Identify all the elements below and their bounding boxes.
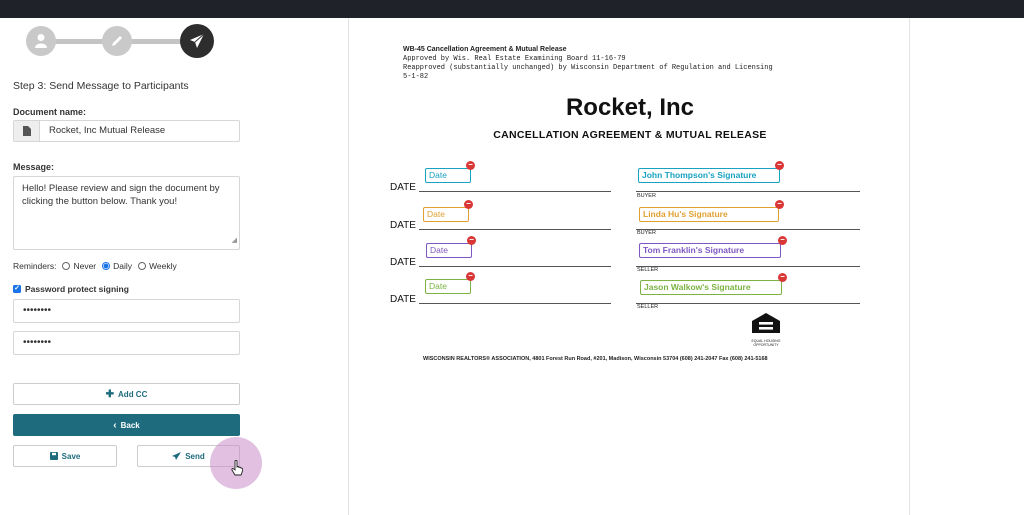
password-protect-checkbox[interactable]: ✓ [14, 285, 20, 292]
signer-role: BUYER [637, 193, 656, 199]
date-line [419, 191, 611, 192]
document-header [403, 45, 773, 82]
date-label: DATE [390, 257, 416, 268]
remove-icon[interactable]: − [778, 273, 787, 282]
reminder-daily-label: Daily [113, 261, 133, 271]
header-line: WB-45 Cancellation Agreement & Mutual Release [403, 46, 567, 53]
remove-icon[interactable]: − [464, 200, 473, 209]
save-label: Save [61, 451, 81, 461]
header-line: Approved by Wis. Real Estate Examining Board 11-16-79 [403, 55, 626, 63]
paper-plane-icon [172, 452, 181, 460]
header-line: 5-1-82 [403, 73, 429, 81]
eho-caption: EQUAL HOUSING OPPORTUNITY [751, 339, 781, 347]
right-margin [910, 18, 1024, 515]
step-3[interactable] [180, 24, 214, 58]
date-label: DATE [390, 294, 416, 305]
date-label: DATE [390, 182, 416, 193]
file-icon [14, 121, 40, 141]
document-title: Rocket, Inc [565, 94, 695, 121]
document-preview [348, 18, 910, 515]
document-name-label: Document name: [13, 107, 87, 117]
password-protect-label: Password protect signing [25, 284, 129, 294]
signature-field[interactable]: Tom Franklin's Signature [639, 243, 781, 258]
signature-field[interactable]: John Thompson's Signature [638, 168, 780, 183]
pencil-icon [110, 34, 124, 48]
floppy-disk-icon [50, 452, 58, 460]
chevron-left-icon: ‹ [113, 419, 117, 431]
add-cc-button[interactable] [13, 383, 240, 405]
date-field[interactable]: Date [426, 243, 472, 258]
remove-icon[interactable]: − [467, 236, 476, 245]
signer-role: SELLER [637, 304, 659, 310]
signer-role: SELLER [637, 267, 659, 273]
remove-icon[interactable]: − [775, 200, 784, 209]
document-footer: WISCONSIN REALTORS® ASSOCIATION, 4801 Forest Run Road, #201, Madison, Wisconsin 53704 (608) 241-2047 Fax (608) 241-5168 [423, 356, 768, 362]
step-2[interactable] [102, 26, 132, 56]
password-field[interactable]: •••••••• [13, 299, 240, 323]
signature-line [636, 229, 860, 230]
save-button[interactable] [13, 445, 117, 467]
password-protect-row [13, 284, 129, 294]
add-cc-label: Add CC [118, 389, 148, 399]
password-confirm-field[interactable]: •••••••• [13, 331, 240, 355]
reminder-never-label: Never [73, 261, 97, 271]
document-name-field[interactable] [13, 120, 240, 142]
remove-icon[interactable]: − [466, 272, 475, 281]
reminder-daily-radio[interactable] [102, 262, 110, 270]
document-subtitle: CANCELLATION AGREEMENT & MUTUAL RELEASE [493, 129, 767, 141]
signature-line [636, 191, 860, 192]
reminder-weekly-radio[interactable] [138, 262, 146, 270]
wizard-steps [26, 26, 216, 60]
reminder-weekly-label: Weekly [149, 261, 177, 271]
date-line [419, 303, 611, 304]
date-line [419, 229, 611, 230]
signature-field[interactable]: Jason Walkow's Signature [640, 280, 782, 295]
top-bar [0, 0, 1024, 18]
remove-icon[interactable]: − [775, 161, 784, 170]
equal-housing-logo [751, 312, 781, 347]
step-title: Step 3: Send Message to Participants [13, 80, 189, 92]
back-label: Back [120, 420, 140, 430]
paper-plane-icon [189, 33, 205, 49]
send-label: Send [185, 451, 205, 461]
date-line [419, 266, 611, 267]
back-button[interactable] [13, 414, 240, 436]
resize-grip-icon[interactable]: ◢ [231, 237, 237, 244]
date-field[interactable]: Date [425, 168, 471, 183]
reminder-never-radio[interactable] [62, 262, 70, 270]
date-label: DATE [390, 220, 416, 231]
signature-line [636, 266, 860, 267]
signature-line [636, 303, 860, 304]
header-line: Reapproved (substantially unchanged) by Wisconsin Department of Regulation and Licensing [403, 64, 773, 72]
remove-icon[interactable]: − [778, 236, 787, 245]
reminders-label: Reminders: [13, 261, 57, 271]
hand-cursor-icon [231, 460, 243, 476]
message-label: Message: [13, 162, 55, 172]
message-value: Hello! Please review and sign the document by clicking the button below. Thank you! [22, 183, 220, 207]
reminders-group [13, 261, 177, 271]
remove-icon[interactable]: − [466, 161, 475, 170]
date-field[interactable]: Date [425, 279, 471, 294]
signature-field[interactable]: Linda Hu's Signature [639, 207, 779, 222]
message-textarea[interactable] [13, 176, 240, 250]
house-icon [751, 312, 781, 334]
document-name-value: Rocket, Inc Mutual Release [49, 125, 166, 136]
plus-icon: ✚ [105, 388, 115, 400]
date-field[interactable]: Date [423, 207, 469, 222]
signer-role: BUYER [637, 230, 656, 236]
step-1[interactable] [26, 26, 56, 56]
user-icon [34, 33, 48, 49]
